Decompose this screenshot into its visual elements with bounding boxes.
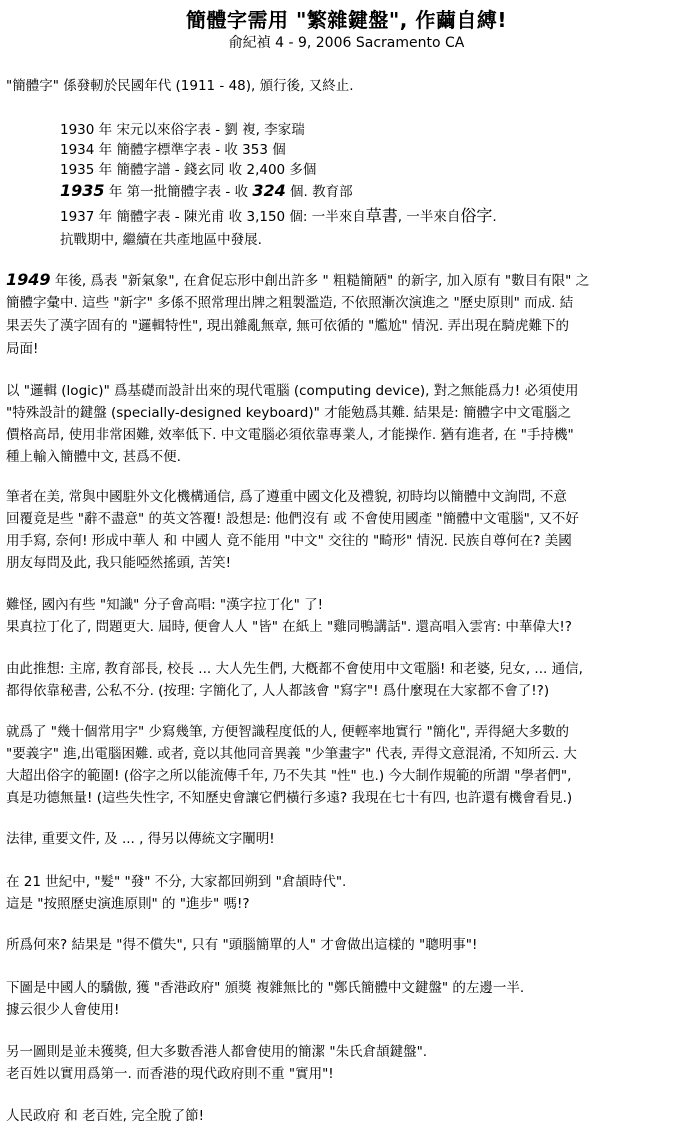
- author-date-line: 俞紀禎 4 - 9, 2006 Sacramento CA: [228, 35, 465, 51]
- paragraph-line: 大超出俗字的範圍! (俗字之所以能流傳千年, 乃不失其 "性" 也.) 今大制作規範的所謂 "學者們",: [6, 768, 572, 784]
- paragraph-line: 朋友每問及此, 我只能啞然搖頭, 苦笑!: [6, 555, 232, 571]
- paragraph-line: 價格高昂, 使用非常困難, 效率低下. 中文電腦必須依靠專業人, 才能操作. 猶有進者, 在 "手持機": [6, 427, 574, 443]
- history-item: 1935 年 第一批簡體字表 - 收 324 個. 教育部: [60, 181, 353, 200]
- paragraph-line: 在 21 世紀中, "髮" "發" 不分, 大家都回朔到 "倉頡時代".: [6, 874, 347, 890]
- paragraph-year-bold: 1949: [6, 270, 51, 289]
- paragraph-line: 都得依靠秘書, 公私不分. (按理: 字簡化了, 人人都該會 "寫字"! 爲什麼現在大家都不會了!?): [6, 683, 550, 699]
- paragraph-line: "特殊設計的鍵盤 (specially-designed keyboard)" 才能勉爲其難. 結果是: 簡體字中文電腦之: [6, 405, 572, 421]
- paragraph-line: 法律, 重要文件, 及 ... , 得另以傳統文字闡明!: [6, 831, 275, 847]
- paragraph-line: 果丟失了漢字固有的 "邏輯特性", 現出雜亂無章, 無可依循的 "尷尬" 情況. 弄出現在騎虎難下的: [6, 318, 569, 334]
- paragraph-line: 用手寫, 奈何! 形成中華人 和 中國人 竟不能用 "中文" 交往的 "畸形" 情況. 民族自尊何在? 美國: [6, 533, 572, 549]
- intro-line: "簡體字" 係發軔於民國年代 (1911 - 48), 頒行後, 又終止.: [6, 78, 354, 94]
- paragraph-line: 就爲了 "幾十個常用字" 少寫幾筆, 方便智識程度低的人, 便輕率地實行 "簡化", 弄得絕大多數的: [6, 724, 569, 740]
- paragraph-line: 簡體字彙中. 這些 "新字" 多係不照常理出牌之粗製濫造, 不依照漸次演進之 "歷史原則" 而成. 結: [6, 295, 574, 311]
- paragraph-line: 真是功德無量! (這些失性字, 不知歷史會讓它們橫行多遠? 我現在七十有四, 也許還有機會看見.): [6, 790, 573, 806]
- paragraph-line: 人民政府 和 老百姓, 完全脫了節!: [6, 1108, 205, 1124]
- history-item: 抗戰期中, 繼續在共產地區中發展.: [60, 232, 262, 248]
- emphasis-cursive: 草書: [365, 206, 398, 225]
- paragraph-line: 筆者在美, 常與中國駐外文化機構通信, 爲了遵重中國文化及禮貌, 初時均以簡體中文詢問, 不意: [6, 489, 567, 505]
- history-item: 1930 年 宋元以來俗字表 - 劉 複, 李家瑞: [60, 122, 305, 138]
- paragraph-line: 1949 年後, 爲表 "新氣象", 在倉促忘形中創出許多 " 粗糙簡陋" 的新字, 加入原有 "數目有限" 之: [6, 270, 590, 289]
- paragraph-line: 所爲何來? 結果是 "得不償失", 只有 "頭腦簡單的人" 才會做出這樣的 "聰明事"!: [6, 937, 478, 953]
- paragraph-line: 種上輸入簡體中文, 甚爲不便.: [6, 449, 181, 465]
- emphasis-folk: 俗字: [460, 206, 493, 225]
- history-item: 1935 年 簡體字譜 - 錢玄同 收 2,400 多個: [60, 162, 317, 178]
- paragraph-line: 以 "邏輯 (logic)" 爲基礎而設計出來的現代電腦 (computing device), 對之無能爲力! 必須使用: [6, 383, 579, 399]
- paragraph-line: 回覆竟是些 "辭不盡意" 的英文答覆! 設想是: 他們沒有 或 不會使用國產 "簡體中文電腦", 又不好: [6, 511, 579, 527]
- paragraph-line: 這是 "按照歷史演進原則" 的 "進步" 嗎!?: [6, 896, 250, 912]
- document-title: 簡體字需用 "繁雜鍵盤", 作繭自縛!: [186, 8, 507, 32]
- paragraph-line: 果真拉丁化了, 問題更大. 屆時, 便會人人 "皆" 在紙上 "雞同鴨講話". 還高唱入雲宵: 中華偉大!?: [6, 619, 572, 635]
- history-count-bold: 324: [252, 181, 286, 200]
- history-item: 1934 年 簡體字標準字表 - 收 353 個: [60, 142, 286, 158]
- history-year-bold: 1935: [60, 181, 105, 200]
- paragraph-line: 另一圖則是並未獲獎, 但大多數香港人都會使用的簡潔 "朱氏倉頡鍵盤".: [6, 1044, 428, 1060]
- paragraph-line: 由此推想: 主席, 教育部長, 校長 ... 大人先生們, 大槪都不會使用中文電腦! 和老婆, 兒女, ... 通信,: [6, 661, 583, 677]
- paragraph-line: "要義字" 進,出電腦困難. 或者, 竟以其他同音異義 "少筆畫字" 代表, 弄得文意混淆, 不知所云. 大: [6, 746, 577, 762]
- history-item: 1937 年 簡體字表 - 陳光甫 收 3,150 個: 一半來自草書, 一半來自俗字.: [60, 206, 497, 225]
- paragraph-line: 局面!: [6, 341, 39, 357]
- paragraph-line: 老百姓以實用爲第一. 而香港的現代政府則不重 "實用"!: [6, 1066, 334, 1082]
- paragraph-line: 下圖是中國人的驕傲, 獲 "香港政府" 頒獎 複雜無比的 "鄭氏簡體中文鍵盤" 的左邊一半.: [6, 980, 525, 996]
- paragraph-line: 難怪, 國內有些 "知識" 分子會高唱: "漢字拉丁化" 了!: [6, 597, 324, 613]
- paragraph-line: 據云很少人會使用!: [6, 1002, 120, 1018]
